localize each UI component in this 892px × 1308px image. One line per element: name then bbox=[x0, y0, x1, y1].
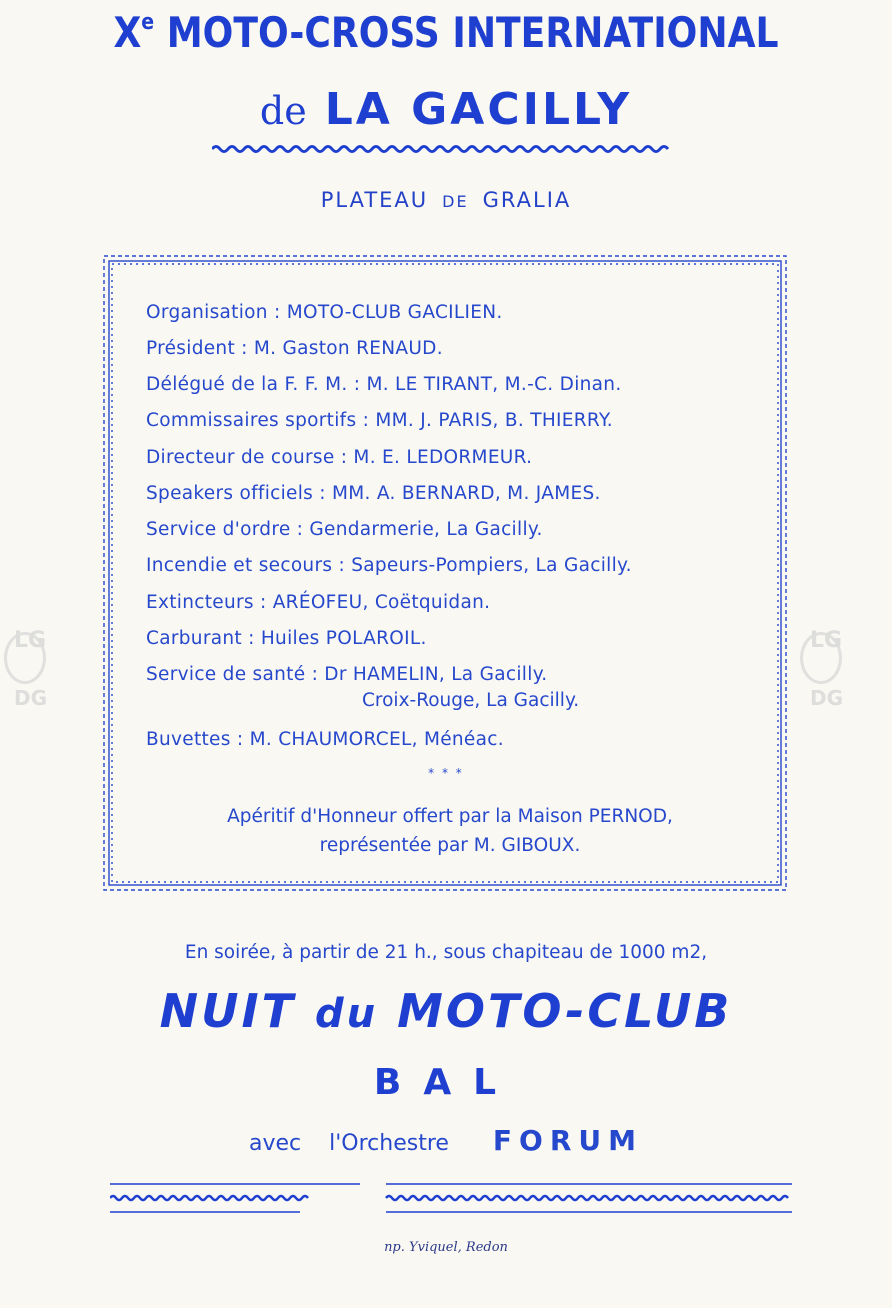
venue-word-2: DE bbox=[442, 192, 469, 211]
separator-stars: * * * bbox=[428, 766, 464, 780]
location-prefix: de bbox=[259, 89, 307, 133]
official-line: Incendie et secours : Sapeurs-Pompiers, La Gacilly. bbox=[146, 555, 632, 576]
orchestra-word-1: avec bbox=[248, 1131, 302, 1156]
aperitif-line-1: Apéritif d'Honneur offert par la Maison PERNOD, bbox=[227, 806, 673, 827]
watermark-text: LG bbox=[810, 628, 843, 653]
watermark-text: LG bbox=[14, 628, 47, 653]
official-line: Extincteurs : ARÉOFEU, Coëtquidan. bbox=[146, 592, 491, 613]
night-word-3: MOTO-CLUB bbox=[397, 984, 733, 1038]
bottom-decorative-rules bbox=[110, 1176, 792, 1220]
official-line: Organisation : MOTO-CLUB GACILIEN. bbox=[146, 302, 503, 323]
edition-ordinal: e bbox=[141, 10, 155, 35]
official-line: Directeur de course : M. E. LEDORMEUR. bbox=[146, 447, 533, 468]
official-line: Buvettes : M. CHAUMORCEL, Ménéac. bbox=[146, 729, 504, 750]
venue bbox=[0, 188, 892, 212]
official-line: Service d'ordre : Gendarmerie, La Gacilly. bbox=[146, 519, 543, 540]
watermark-text: DG bbox=[810, 686, 844, 710]
aperitif-line-2: représentée par M. GIBOUX. bbox=[319, 835, 581, 856]
venue-word-1: PLATEAU bbox=[320, 188, 429, 212]
event-location bbox=[0, 84, 892, 135]
official-line-continued: Croix-Rouge, La Gacilly. bbox=[362, 690, 580, 711]
night-title bbox=[0, 984, 892, 1038]
watermark-text: DG bbox=[14, 686, 48, 710]
orchestra-name: FORUM bbox=[492, 1124, 644, 1157]
official-line: Speakers officiels : MM. A. BERNARD, M. JAMES. bbox=[146, 483, 601, 504]
official-line: Délégué de la F. F. M. : M. LE TIRANT, M.-C. Dinan. bbox=[146, 374, 622, 395]
night-word-1: NUIT bbox=[159, 984, 296, 1038]
official-line: Président : M. Gaston RENAUD. bbox=[146, 338, 443, 359]
orchestra-word-2: l'Orchestre bbox=[329, 1131, 449, 1156]
official-line: Commissaires sportifs : MM. J. PARIS, B. THIERRY. bbox=[146, 410, 613, 431]
official-line: Carburant : Huiles POLAROIL. bbox=[146, 628, 427, 649]
watermark-logo bbox=[4, 628, 94, 708]
venue-word-3: GRALIA bbox=[482, 188, 572, 212]
event-name: MOTO-CROSS INTERNATIONAL bbox=[166, 8, 779, 57]
ball-title: BAL bbox=[373, 1062, 519, 1103]
night-word-2: du bbox=[314, 991, 379, 1037]
location-name: LA GACILLY bbox=[324, 84, 633, 135]
edition-number: X bbox=[113, 8, 142, 57]
aperitif-notice bbox=[140, 802, 760, 860]
official-line: Service de santé : Dr HAMELIN, La Gacilly. bbox=[146, 664, 548, 685]
title-wavy-rule bbox=[212, 142, 672, 156]
printer-imprint: np. Yviquel, Redon bbox=[384, 1240, 508, 1255]
event-title bbox=[62, 8, 829, 57]
watermark-logo bbox=[800, 628, 890, 708]
evening-notice: En soirée, à partir de 21 h., sous chapiteau de 1000 m2, bbox=[184, 942, 708, 963]
orchestra-line bbox=[0, 1124, 892, 1157]
